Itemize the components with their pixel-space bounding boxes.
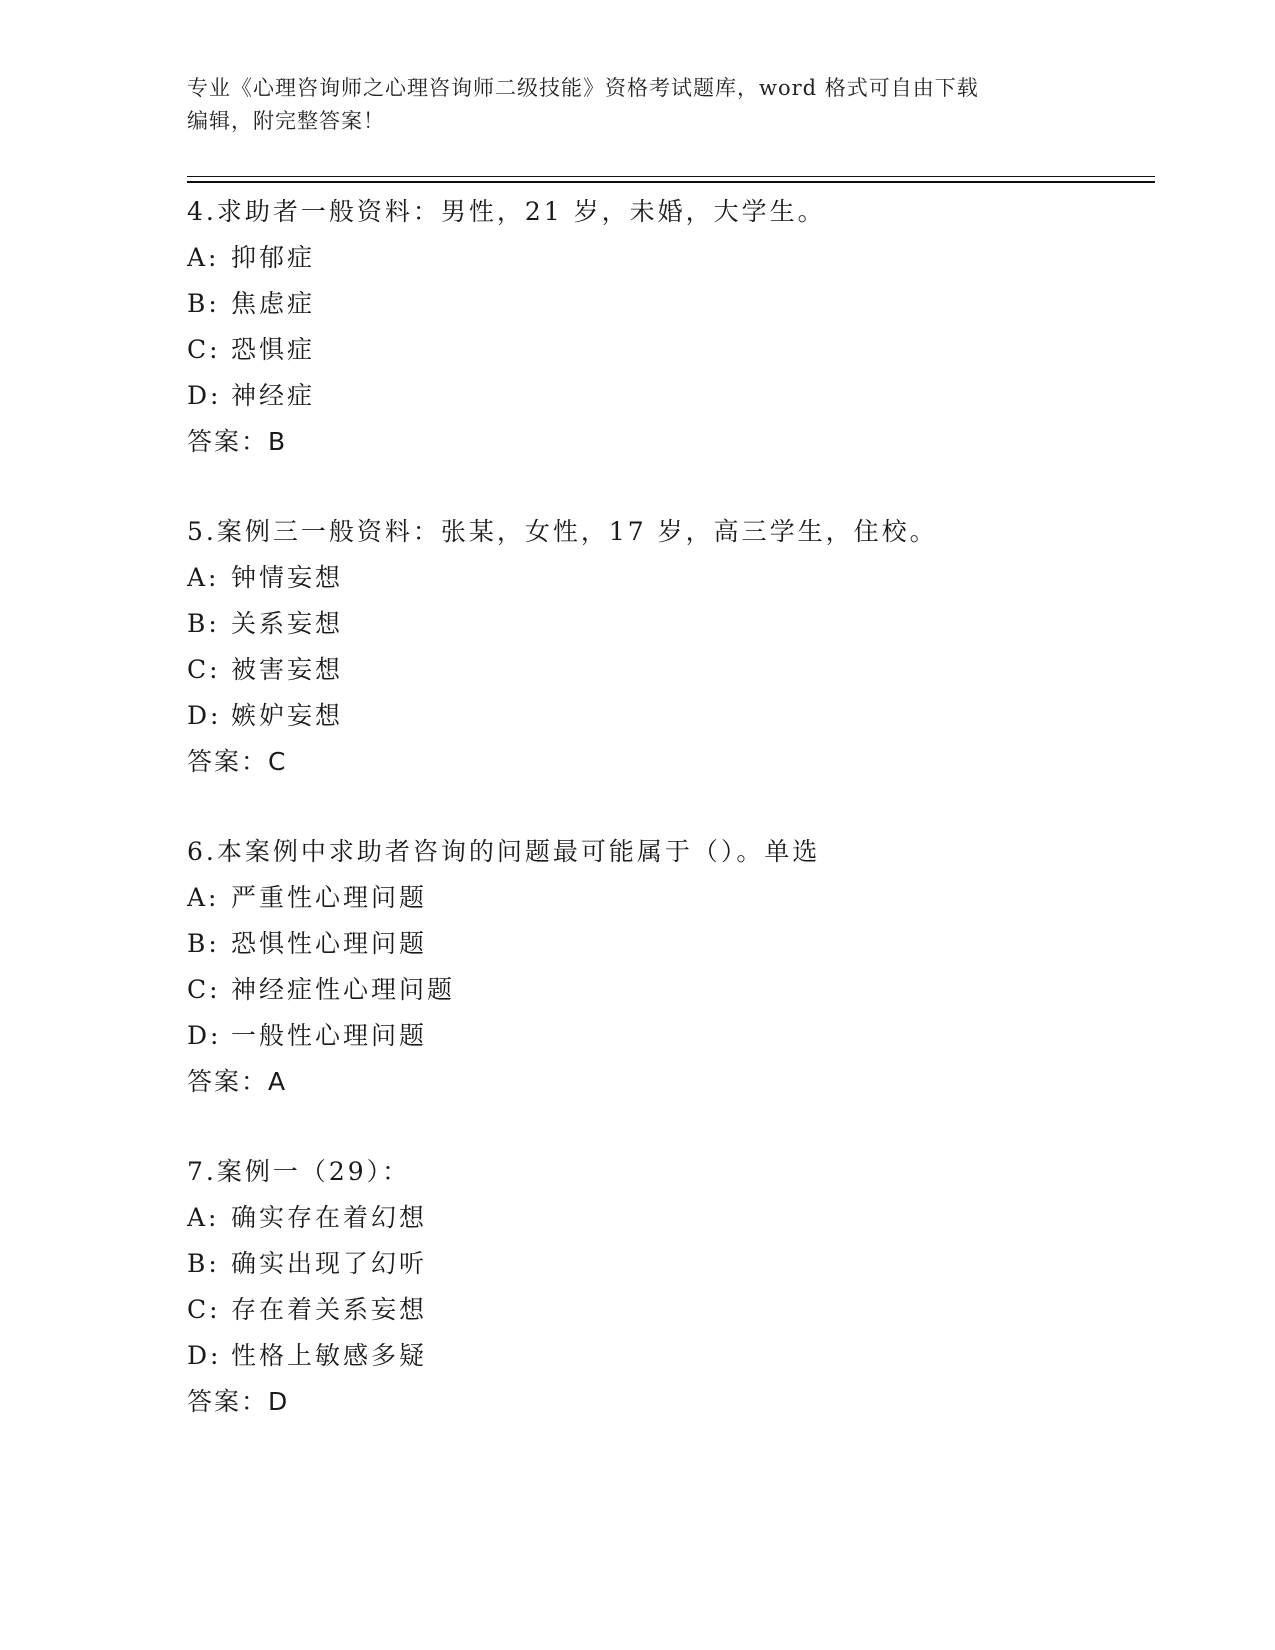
option-text: 严重性心理问题 [231,883,428,912]
option-c [187,1287,1147,1333]
option-text: 钟情妄想 [231,563,344,592]
option-text: 恐惧症 [231,335,316,364]
option-text: 性格上敏感多疑 [231,1341,428,1370]
option-text: 恐惧性心理问题 [231,929,428,958]
option-letter: C: [187,975,221,1004]
header-line-2: 编辑，附完整答案！ [187,109,385,133]
option-letter: C: [187,335,221,364]
question-block [187,829,1147,1105]
option-letter: D: [187,381,222,410]
option-letter: A: [187,1203,220,1232]
question-title: 5.案例三一般资料：张某，女性，17 岁，高三学生，住校。 [187,517,938,546]
document-header [187,72,1087,138]
option-letter: D: [187,1341,222,1370]
option-c [187,647,1147,693]
question-block [187,189,1147,465]
question-title: 6.本案例中求助者咨询的问题最可能属于（）。单选 [187,837,821,866]
option-a [187,235,1147,281]
option-b [187,1241,1147,1287]
header-divider-thin [187,176,1155,177]
question-title: 4.求助者一般资料：男性，21 岁，未婚，大学生。 [187,197,826,226]
option-text: 焦虑症 [231,289,316,318]
answer-line: 答案：B [187,427,288,456]
option-letter: D: [187,701,222,730]
option-letter: A: [187,243,220,272]
option-c [187,967,1147,1013]
option-letter: B: [187,609,220,638]
option-b [187,601,1147,647]
option-a [187,1195,1147,1241]
option-d [187,1333,1147,1379]
option-letter: D: [187,1021,222,1050]
option-letter: C: [187,1295,221,1324]
option-text: 嫉妒妄想 [231,701,344,730]
answer-line: 答案：A [187,1067,288,1096]
option-text: 神经症性心理问题 [231,975,456,1004]
option-text: 被害妄想 [231,655,344,684]
question-block [187,509,1147,785]
header-line-1: 专业《心理咨询师之心理咨询师二级技能》资格考试题库，word 格式可自由下载 [187,76,979,100]
option-a [187,555,1147,601]
option-a [187,875,1147,921]
option-letter: C: [187,655,221,684]
option-text: 存在着关系妄想 [231,1295,428,1324]
option-b [187,921,1147,967]
option-letter: B: [187,929,220,958]
option-letter: B: [187,1249,220,1278]
option-text: 神经症 [231,381,316,410]
question-block [187,1149,1147,1425]
header-divider-thick [187,181,1155,183]
answer-line: 答案：C [187,747,288,776]
option-b [187,281,1147,327]
option-d [187,1013,1147,1059]
option-letter: A: [187,563,220,592]
option-text: 确实出现了幻听 [231,1249,428,1278]
question-title: 7.案例一（29）： [187,1157,411,1186]
option-c [187,327,1147,373]
option-text: 关系妄想 [231,609,344,638]
option-d [187,373,1147,419]
option-text: 抑郁症 [231,243,316,272]
option-text: 确实存在着幻想 [231,1203,428,1232]
option-text: 一般性心理问题 [231,1021,428,1050]
option-letter: B: [187,289,220,318]
option-d [187,693,1147,739]
option-letter: A: [187,883,220,912]
answer-line: 答案：D [187,1387,290,1416]
